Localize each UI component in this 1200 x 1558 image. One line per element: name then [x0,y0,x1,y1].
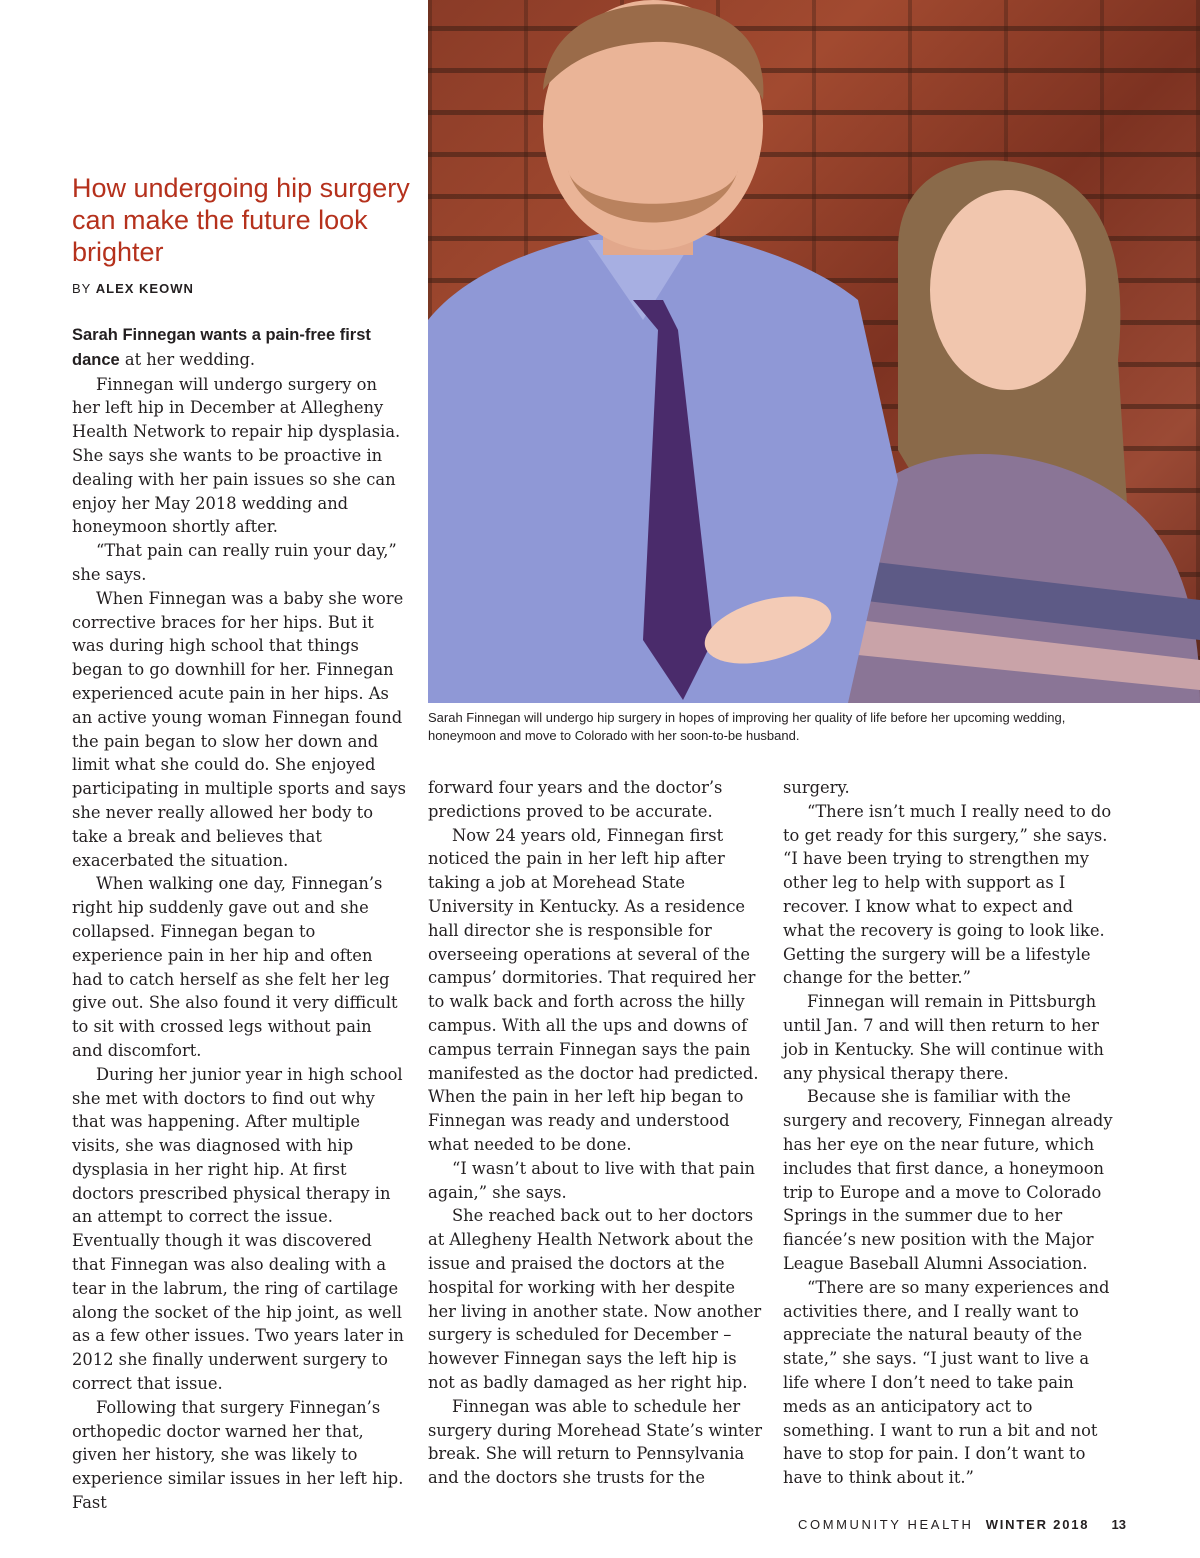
couple-illustration [428,0,1200,703]
body-paragraph: When Finnegan was a baby she wore corrective braces for her hips. But it was during high school that things began to go downhill for her. Finnegan experienced acute pain in her hips. As an active young woman Finnegan found the pain began to slow her down and limit what she could do. She enjoyed participating in multiple sports and says she never really allowed her body to take a break and believes that exacerbated the situation. [72,588,406,870]
issue-season: WINTER 2018 [985,1517,1090,1532]
continued-paragraph: forward four years and the doctor’s predictions proved to be accurate. [428,778,723,821]
page-number: 13 [1111,1517,1126,1532]
article-column-3 [783,776,1118,1490]
continued-paragraph: surgery. [783,778,850,797]
photo-caption: Sarah Finnegan will undergo hip surgery in hopes of improving her quality of life before her upcoming wedding, honeymoon and move to Colorado with her soon-to-be husband. [428,710,1066,743]
lead-rest-text: at her wedding. [119,349,256,369]
byline-author: ALEX KEOWN [95,281,194,296]
body-paragraph: During her junior year in high school she met with doctors to find out why that was happening. After multiple visits, she was diagnosed with hip dysplasia in her right hip. At first doctors prescribed physical therapy in an attempt to correct the issue. Eventually though it was discovered that Finnegan was also dealing with a tear in the labrum, the ring of cartilage along the socket of the hip joint, as well as a few other issues. Two years later in 2012 she finally underwent surgery to correct that issue. [72,1064,404,1394]
couple-photo [428,0,1200,703]
body-paragraph: Finnegan will remain in Pittsburgh until Jan. 7 and will then return to her job in Kentucky. She will continue with any physical therapy there. [783,992,1104,1083]
body-paragraph: “That pain can really ruin your day,” she says. [72,541,397,584]
body-paragraph: When walking one day, Finnegan’s right hip suddenly gave out and she collapsed. Finnegan began to experience pain in her hip and often had to catch herself as she felt her leg give out. She also found it very difficult to sit with crossed legs without pain and discomfort. [72,874,398,1060]
page-footer [798,1517,1126,1532]
lead-bold-text: Sarah Finnegan wants a pain-free first dance [72,326,371,369]
body-paragraph: Finnegan will undergo surgery on her left hip in December at Allegheny Health Network to repair hip dysplasia. She says she wants to be proactive in dealing with her pain issues so she can enjoy her May 2018 wedding and honeymoon shortly after. [72,374,401,537]
body-paragraph: Because she is familiar with the surgery and recovery, Finnegan already has her eye on the near future, which includes that first dance, a honeymoon trip to Europe and a move to Colorado Springs in the summer due to her fiancée’s new position with the Major League Baseball Alumni Association. [783,1087,1113,1273]
body-paragraph: “I wasn’t about to live with that pain again,” she says. [428,1158,756,1202]
body-paragraph: Now 24 years old, Finnegan first noticed the pain in her left hip after taking a job at Morehead State University in Kentucky. As a residence hall director she is responsible for overseeing operations at several of the campus’ dormitories. That required her to walk back and forth across the hilly campus. With all the ups and downs of campus terrain Finnegan says the pain manifested as the doctor had predicted. When the pain in her left hip began to Finnegan was ready and understood what needed to be done. [428,825,759,1154]
body-paragraph: Following that surgery Finnegan’s orthopedic doctor warned her that, given her history, she was likely to experience similar issues in her left hip. Fast [72,1397,404,1513]
body-paragraph: Finnegan was able to schedule her surgery during Morehead State’s winter break. She will return to Pennsylvania and the doctors she trusts for the [428,1396,763,1488]
byline [72,281,194,296]
body-paragraph: She reached back out to her doctors at Allegheny Health Network about the issue and praised the doctors at the hospital for working with her despite her living in another state. Now another surgery is scheduled for December – however Finnegan says the left hip is not as badly damaged as her right hip. [428,1206,762,1392]
article-column-2 [428,776,763,1490]
publication-name: COMMUNITY HEALTH [798,1517,974,1532]
byline-prefix: BY [72,281,92,296]
body-paragraph: “There isn’t much I really need to do to get ready for this surgery,” she says. “I have been trying to strengthen my other leg to help with support as I recover. I know what to expect and what the recovery is going to look like. Getting the surgery will be a lifestyle change for the better.” [783,801,1112,988]
article-column-1 [72,323,406,1515]
article-headline: How undergoing hip surgery can make the future look brighter [72,173,410,267]
body-paragraph: “There are so many experiences and activities there, and I really want to appreciate the natural beauty of the state,” she says. “I just want to live a life where I don’t need to take pain meds as an anticipatory act to something. I want to run a bit and not have to stop for pain. I don’t want to have to think about it.” [783,1277,1110,1488]
lead-paragraph [72,323,406,373]
